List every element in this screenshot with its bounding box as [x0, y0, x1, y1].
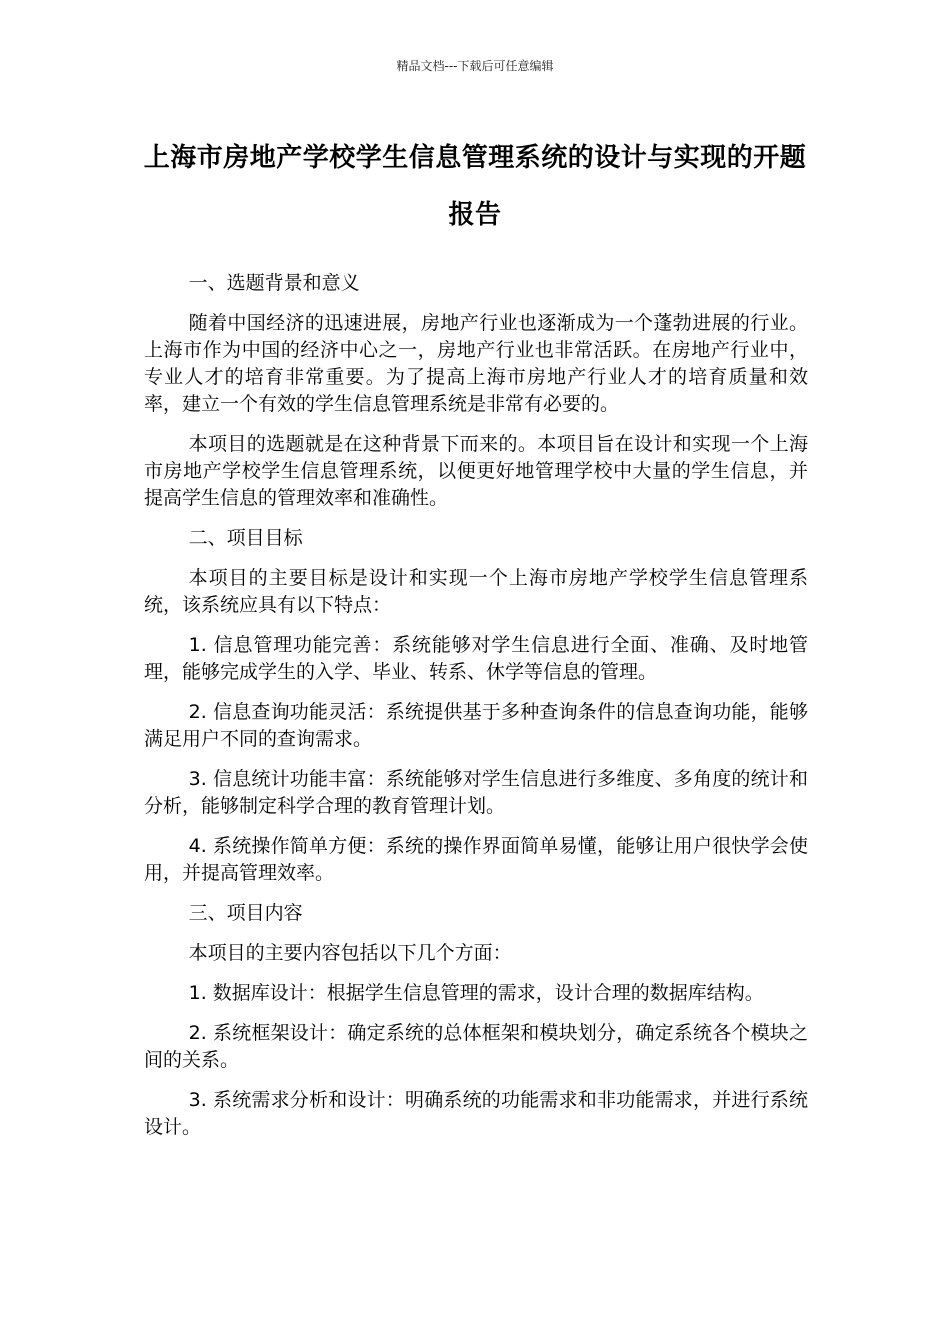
list-item: 3. 系统需求分析和设计：明确系统的功能需求和非功能需求，并进行系统设计。 — [144, 1089, 808, 1138]
paragraph: 本项目的选题就是在这种背景下而来的。本项目旨在设计和实现一个上海市房地产学校学生信息管理系统，以便更好地管理学校中大量的学生信息，并提高学生信息的管理效率和准确性。 — [144, 433, 808, 509]
list-item: 1. 信息管理功能完善：系统能够对学生信息进行全面、准确、及时地管理，能够完成学生的入学、毕业、转系、休学等信息的管理。 — [144, 634, 808, 683]
list-item: 4. 系统操作简单方便：系统的操作界面简单易懂，能够让用户很快学会使用，并提高管理效率。 — [144, 835, 808, 884]
list-item: 2. 系统框架设计：确定系统的总体框架和模块划分，确定系统各个模块之间的关系。 — [144, 1022, 808, 1071]
section-heading-background: 一、选题背景和意义 — [188, 272, 360, 294]
paragraph: 随着中国经济的迅速进展，房地产行业也逐渐成为一个蓬勃进展的行业。上海市作为中国的经济中心之一，房地产行业也非常活跃。在房地产行业中，专业人才的培育非常重要。为了提高上海市房地产行业人才的培育质量和效率，建立一个有效的学生信息管理系统是非常有必要的。 — [144, 312, 808, 415]
paragraph: 本项目的主要内容包括以下几个方面： — [188, 942, 512, 964]
list-item: 1. 数据库设计：根据学生信息管理的需求，设计合理的数据库结构。 — [188, 982, 764, 1004]
section-heading-content: 三、项目内容 — [188, 902, 303, 924]
section-heading-goals: 二、项目目标 — [188, 527, 303, 549]
header-note: 精品文档---下载后可任意编辑 — [396, 59, 554, 73]
document-body — [144, 270, 808, 1154]
list-item: 2. 信息查询功能灵活：系统提供基于多种查询条件的信息查询功能，能够满足用户不同的查询需求。 — [144, 701, 808, 750]
document-title: 上海市房地产学校学生信息管理系统的设计与实现的开题报告 — [143, 143, 807, 230]
list-item: 3. 信息统计功能丰富：系统能够对学生信息进行多维度、多角度的统计和分析，能够制定科学合理的教育管理计划。 — [144, 768, 808, 817]
paragraph: 本项目的主要目标是设计和实现一个上海市房地产学校学生信息管理系统，该系统应具有以下特点： — [144, 567, 808, 616]
